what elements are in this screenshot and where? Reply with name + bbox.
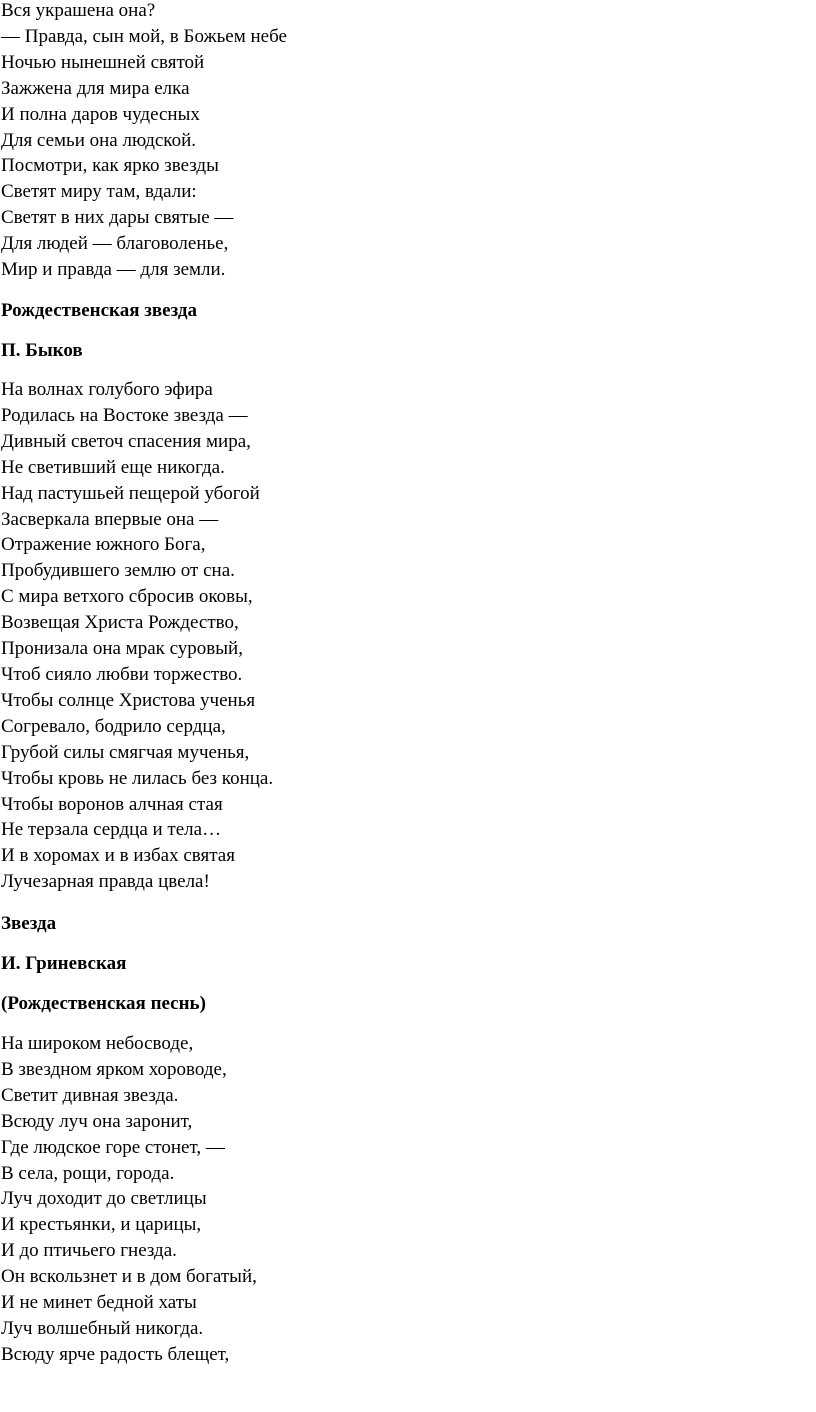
poem-line: Засверкала впервые она — [1, 508, 219, 530]
poem-line: Мир и правда — для земли. [1, 259, 226, 281]
poem-line: Дивный светоч спасения мира, [1, 430, 251, 452]
poem-line: Ночью нынешней святой [1, 51, 205, 73]
poem-line: На волнах голубого эфира [1, 379, 213, 400]
poem-line: И крестьянки, и царицы, [1, 1214, 202, 1236]
poem-line: Пробудившего землю от сна. [1, 560, 235, 582]
poem-line: Лучезарная правда цвела! [1, 871, 210, 893]
poem-line: Зажжена для мира елка [1, 77, 190, 99]
poem-2-body [1, 377, 273, 895]
poem-line: На широком небосводе, [1, 1033, 194, 1054]
poem-line: Где людское горе стонет, — [1, 1136, 225, 1158]
poem-line: Светит дивная звезда. [1, 1084, 179, 1106]
poem-line: И до птичьего гнезда. [1, 1240, 177, 1262]
poem-line: Чтобы воронов алчная стая [1, 793, 223, 815]
poem-line: Согревало, бодрило сердца, [1, 715, 226, 737]
poem-line: — Правда, сын мой, в Божьем небе [1, 25, 287, 47]
poem-line: Всюду луч она заронит, [1, 1110, 193, 1132]
poem-line: Вся украшена она? [1, 0, 156, 21]
poem-1-stanza [1, 0, 287, 283]
poem-line: И полна даров чудесных [1, 103, 200, 125]
poem-line: Луч волшебный никогда. [1, 1317, 204, 1339]
poem-line: С мира ветхого сбросив оковы, [1, 586, 253, 608]
poem-line: Над пастушьей пещерой убогой [1, 482, 260, 504]
poem-line: В села, рощи, города. [1, 1162, 175, 1184]
poem-line: Луч доходит до светлицы [1, 1188, 207, 1210]
poem-line: Светят миру там, вдали: [1, 181, 197, 203]
poem-line: Для людей — благоволенье, [1, 233, 229, 255]
poem-line: Всюду ярче радость блещет, [1, 1343, 230, 1365]
poem-line: Возвещая Христа Рождество, [1, 612, 239, 634]
poem-3-body [1, 1031, 257, 1368]
poem-line: Чтобы солнце Христова ученья [1, 689, 256, 711]
poem-line: Чтобы кровь не лилась без конца. [1, 767, 274, 789]
poem-line: Отражение южного Бога, [1, 534, 206, 556]
poem-line: Он вскользнет и в дом богатый, [1, 1266, 257, 1288]
poem-line: И не минет бедной хаты [1, 1292, 197, 1314]
poem-2-title: Рождественская звезда [1, 300, 197, 321]
poem-line: И в хоромах и в избах святая [1, 845, 235, 867]
poem-line: Посмотри, как ярко звезды [1, 155, 219, 177]
poem-line: Не светивший еще никогда. [1, 456, 225, 478]
poem-3-title: Звезда [1, 913, 57, 934]
poem-3-author: И. Гриневская [1, 953, 127, 974]
poem-line: Не терзала сердца и тела… [1, 819, 222, 841]
poem-line: Грубой силы смягчая мученья, [1, 741, 250, 763]
poem-line: Светят в них дары святые — [1, 207, 234, 229]
poem-line: Пронизала она мрак суровый, [1, 638, 243, 660]
poem-line: Для семьи она людской. [1, 129, 196, 151]
poem-line: Чтоб сияло любви торжество. [1, 663, 243, 685]
poem-3-subtitle: (Рождественская песнь) [1, 993, 206, 1014]
poem-2-author: П. Быков [1, 340, 83, 361]
poem-line: В звездном ярком хороводе, [1, 1058, 227, 1080]
poem-line: Родилась на Востоке звезда — [1, 404, 248, 426]
